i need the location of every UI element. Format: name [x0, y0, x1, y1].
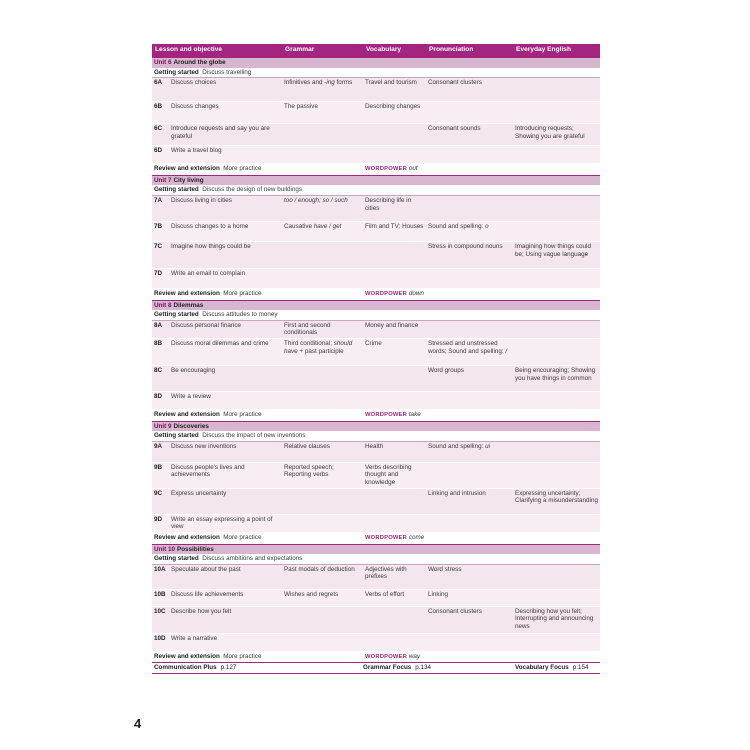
communication-page: p.127	[220, 664, 237, 672]
getting-started-row	[152, 554, 600, 564]
unit-header-row	[152, 58, 600, 68]
unit-label: Unit 9	[154, 422, 172, 430]
grammar-focus-page: p.134	[415, 664, 432, 672]
grammar-cell	[282, 365, 363, 391]
pronunciation-cell: Consonant sounds	[426, 124, 513, 146]
vocabulary-cell: Health	[363, 441, 426, 462]
lesson-row	[152, 146, 600, 164]
lesson-cell	[152, 78, 282, 102]
contents-table	[152, 44, 600, 674]
communication-label: Communication Plus	[154, 664, 217, 672]
pronunciation-cell	[426, 391, 513, 409]
lesson-objective: Discuss living in cities	[171, 196, 232, 204]
lesson-objective: Write a narrative	[171, 634, 218, 642]
lesson-code: 8C	[154, 366, 163, 374]
vocabulary-cell: Adjectives with prefixes	[363, 564, 426, 589]
pronunciation-cell: Word stress	[426, 564, 513, 589]
getting-started-label: Getting started	[154, 432, 199, 440]
unit-header-row	[152, 421, 600, 431]
everyday-english-cell	[513, 391, 600, 409]
lesson-cell	[152, 320, 282, 338]
everyday-english-cell	[513, 462, 600, 488]
getting-started-cell	[152, 185, 600, 195]
lesson-objective: Write a travel blog	[171, 147, 222, 155]
lesson-row	[152, 268, 600, 288]
grammar-focus-label: Grammar Focus	[363, 664, 412, 672]
grammar-cell: Wishes and regrets	[282, 589, 363, 606]
header-everyday-english: Everyday English	[513, 44, 600, 58]
lesson-code: 8D	[154, 392, 163, 400]
everyday-english-cell	[513, 221, 600, 241]
unit-header-cell	[152, 544, 600, 554]
pronunciation-cell: Stressed and unstressed words; Sound and spelling: /	[426, 338, 513, 365]
wordpower-label: WORDPOWER	[365, 411, 408, 418]
lesson-objective: Introduce requests and say you are grateful	[171, 125, 270, 140]
unit-label: Unit 8	[154, 301, 172, 309]
unit-label: Unit 7	[154, 176, 172, 184]
review-more-practice: More practice	[223, 289, 262, 297]
pronunciation-cell	[426, 633, 513, 651]
getting-started-cell	[152, 310, 600, 320]
vocabulary-cell: Verbs of effort	[363, 589, 426, 606]
review-more-practice: More practice	[223, 533, 262, 541]
vocabulary-cell: Money and finance	[363, 320, 426, 338]
everyday-english-cell	[513, 338, 600, 365]
getting-started-text: Discuss ambitions and expectations	[202, 555, 303, 563]
lesson-objective: Discuss changes	[171, 103, 219, 111]
wordpower-cell	[363, 651, 600, 663]
pronunciation-cell	[426, 514, 513, 532]
everyday-english-cell	[513, 195, 600, 221]
lesson-objective: Express uncertainty	[171, 489, 227, 497]
everyday-english-cell: Introducing requests; Showing you are grateful	[513, 124, 600, 146]
pronunciation-cell: Linking and intrusion	[426, 488, 513, 514]
lesson-objective: Imagine how things could be	[171, 242, 251, 250]
lesson-cell	[152, 146, 282, 164]
lesson-code: 8B	[154, 339, 163, 347]
vocabulary-cell	[363, 514, 426, 532]
unit-label: Unit 6	[154, 59, 172, 66]
getting-started-label: Getting started	[154, 186, 199, 194]
grammar-cell: Causative have / get	[282, 221, 363, 241]
wordpower-word: out	[408, 165, 418, 173]
grammar-cell	[282, 514, 363, 532]
pronunciation-cell	[426, 195, 513, 221]
pronunciation-cell: Sound and spelling: o	[426, 221, 513, 241]
grammar-cell	[282, 488, 363, 514]
vocabulary-cell	[363, 124, 426, 146]
lesson-code: 6C	[154, 125, 163, 133]
pronunciation-cell: Word groups	[426, 365, 513, 391]
wordpower-label: WORDPOWER	[365, 653, 408, 660]
unit-header-cell	[152, 175, 600, 185]
review-row	[152, 288, 600, 300]
getting-started-row	[152, 185, 600, 195]
unit-header-row	[152, 544, 600, 554]
vocabulary-cell: Travel and tourism	[363, 78, 426, 102]
everyday-english-cell	[513, 78, 600, 102]
lesson-row	[152, 514, 600, 532]
review-row	[152, 409, 600, 421]
pronunciation-cell: Consonant clusters	[426, 78, 513, 102]
vocabulary-cell	[363, 606, 426, 633]
lesson-row	[152, 221, 600, 241]
lesson-cell	[152, 441, 282, 462]
review-cell	[152, 164, 363, 176]
grammar-cell	[282, 268, 363, 288]
wordpower-word: come	[408, 533, 425, 541]
lesson-row	[152, 441, 600, 462]
pronunciation-cell	[426, 268, 513, 288]
pronunciation-cell	[426, 146, 513, 164]
wordpower-cell	[363, 532, 600, 544]
lesson-row	[152, 124, 600, 146]
vocabulary-cell	[363, 241, 426, 268]
everyday-english-cell	[513, 564, 600, 589]
unit-header-cell	[152, 421, 600, 431]
lesson-objective: Discuss life achievements	[171, 590, 244, 598]
everyday-english-cell: Being encouraging; Showing you have things in common	[513, 365, 600, 391]
everyday-english-cell	[513, 268, 600, 288]
grammar-cell: Infinitives and -ing forms	[282, 78, 363, 102]
lesson-objective: Discuss changes to a home	[171, 222, 249, 230]
vocabulary-focus-page: p.154	[572, 664, 589, 672]
lesson-code: 9A	[154, 442, 163, 450]
everyday-english-cell: Describing how you felt; Interrupting and announcing news	[513, 606, 600, 633]
lesson-objective: Be encouraging	[171, 366, 216, 374]
getting-started-label: Getting started	[154, 68, 199, 76]
lesson-objective: Speculate about the past	[171, 565, 241, 573]
grammar-cell: First and second conditionals	[282, 320, 363, 338]
review-row	[152, 532, 600, 544]
lesson-row	[152, 102, 600, 124]
grammar-cell	[282, 146, 363, 164]
unit-header-row	[152, 175, 600, 185]
getting-started-label: Getting started	[154, 311, 199, 319]
lesson-row	[152, 391, 600, 409]
header-lesson: Lesson and objective	[152, 44, 282, 58]
wordpower-cell	[363, 409, 600, 421]
lesson-cell	[152, 195, 282, 221]
review-row	[152, 164, 600, 176]
header-vocabulary: Vocabulary	[363, 44, 426, 58]
lesson-cell	[152, 268, 282, 288]
table-header-row	[152, 44, 600, 58]
review-more-practice: More practice	[223, 165, 262, 173]
getting-started-row	[152, 431, 600, 441]
lesson-cell	[152, 589, 282, 606]
grammar-cell	[282, 606, 363, 633]
lesson-row	[152, 195, 600, 221]
lesson-row	[152, 241, 600, 268]
getting-started-cell	[152, 554, 600, 564]
review-cell	[152, 288, 363, 300]
pronunciation-cell	[426, 102, 513, 124]
grammar-cell	[282, 633, 363, 651]
vocabulary-cell: Describing changes	[363, 102, 426, 124]
grammar-cell	[282, 124, 363, 146]
lesson-row	[152, 606, 600, 633]
lesson-objective: Write an essay expressing a point of view	[171, 515, 273, 531]
lesson-cell	[152, 365, 282, 391]
table-body	[152, 58, 600, 663]
vocabulary-cell	[363, 633, 426, 651]
lesson-code: 10B	[154, 590, 166, 598]
lesson-code: 9B	[154, 463, 163, 471]
lesson-objective: Write an email to complain	[171, 269, 246, 277]
unit-title: City living	[173, 176, 204, 184]
review-label: Review and extension	[154, 165, 220, 173]
contents-table-container	[152, 44, 600, 674]
lesson-row	[152, 338, 600, 365]
lesson-code: 8A	[154, 321, 163, 329]
vocabulary-cell	[363, 365, 426, 391]
lesson-code: 6B	[154, 103, 163, 111]
vocabulary-cell	[363, 146, 426, 164]
getting-started-text: Discuss the impact of new inventions	[202, 432, 306, 440]
review-label: Review and extension	[154, 289, 220, 297]
getting-started-text: Discuss the design of new buildings	[202, 186, 303, 194]
lesson-code: 10A	[154, 565, 166, 573]
vocabulary-cell: Verbs describing thought and knowledge	[363, 462, 426, 488]
lesson-cell	[152, 514, 282, 532]
vocabulary-cell	[363, 391, 426, 409]
unit-label: Unit 10	[154, 545, 175, 553]
pronunciation-cell: Sound and spelling: ui	[426, 441, 513, 462]
unit-title: Dilemmas	[173, 301, 204, 309]
unit-title: Possibilities	[177, 545, 214, 553]
grammar-cell: The passive	[282, 102, 363, 124]
footer-row	[152, 663, 600, 674]
review-more-practice: More practice	[223, 652, 262, 660]
lesson-objective: Discuss moral dilemmas and crime	[171, 339, 269, 347]
everyday-english-cell	[513, 633, 600, 651]
grammar-cell	[282, 391, 363, 409]
wordpower-label: WORDPOWER	[365, 534, 408, 541]
lesson-row	[152, 488, 600, 514]
wordpower-cell	[363, 288, 600, 300]
getting-started-row	[152, 310, 600, 320]
everyday-english-cell	[513, 320, 600, 338]
lesson-cell	[152, 338, 282, 365]
grammar-cell: Reported speech; Reporting verbs	[282, 462, 363, 488]
lesson-row	[152, 589, 600, 606]
lesson-code: 9D	[154, 515, 163, 523]
everyday-english-cell: Expressing uncertainty; Clarifying a misunderstanding	[513, 488, 600, 514]
wordpower-cell	[363, 164, 600, 176]
vocabulary-cell	[363, 268, 426, 288]
lesson-cell	[152, 633, 282, 651]
pronunciation-cell: Consonant clusters	[426, 606, 513, 633]
vocabulary-cell	[363, 488, 426, 514]
everyday-english-cell	[513, 441, 600, 462]
wordpower-word: way	[408, 652, 421, 660]
lesson-row	[152, 462, 600, 488]
lesson-row	[152, 78, 600, 102]
everyday-english-cell	[513, 514, 600, 532]
getting-started-cell	[152, 431, 600, 441]
lesson-code: 7D	[154, 269, 163, 277]
getting-started-row	[152, 68, 600, 78]
unit-header-cell	[152, 58, 600, 68]
lesson-cell	[152, 221, 282, 241]
footer-vocabulary	[513, 663, 600, 674]
review-cell	[152, 532, 363, 544]
lesson-objective: Discuss people's lives and achievements	[171, 463, 245, 479]
vocabulary-focus-label: Vocabulary Focus	[515, 664, 569, 672]
grammar-cell: too / enough; so / such	[282, 195, 363, 221]
getting-started-label: Getting started	[154, 555, 199, 563]
unit-header-cell	[152, 300, 600, 310]
wordpower-label: WORDPOWER	[365, 166, 408, 173]
lesson-row	[152, 365, 600, 391]
pronunciation-cell: Stress in compound nouns	[426, 241, 513, 268]
lesson-code: 10D	[154, 634, 166, 642]
footer-communication	[152, 663, 363, 674]
lesson-cell	[152, 102, 282, 124]
pronunciation-cell: Linking	[426, 589, 513, 606]
header-grammar: Grammar	[282, 44, 363, 58]
lesson-objective: Discuss new inventions	[171, 442, 237, 450]
review-label: Review and extension	[154, 652, 220, 660]
lesson-code: 7B	[154, 222, 163, 230]
grammar-cell	[282, 241, 363, 268]
everyday-english-cell: Imagining how things could be; Using vague language	[513, 241, 600, 268]
review-label: Review and extension	[154, 410, 220, 418]
wordpower-label: WORDPOWER	[365, 290, 408, 297]
unit-title: Around the globe	[173, 59, 226, 66]
lesson-cell	[152, 488, 282, 514]
lesson-code: 9C	[154, 489, 163, 497]
footer-grammar	[363, 663, 513, 674]
header-pronunciation: Pronunciation	[426, 44, 513, 58]
pronunciation-cell	[426, 320, 513, 338]
review-cell	[152, 651, 363, 663]
everyday-english-cell	[513, 589, 600, 606]
unit-title: Discoveries	[173, 422, 209, 430]
unit-header-row	[152, 300, 600, 310]
lesson-cell	[152, 564, 282, 589]
getting-started-text: Discuss attitudes to money	[202, 311, 278, 319]
everyday-english-cell	[513, 102, 600, 124]
lesson-objective: Describe how you felt	[171, 607, 232, 615]
lesson-objective: Write a review	[171, 392, 211, 400]
wordpower-word: take	[408, 410, 421, 418]
lesson-cell	[152, 391, 282, 409]
everyday-english-cell	[513, 146, 600, 164]
vocabulary-cell: Film and TV; Houses	[363, 221, 426, 241]
lesson-objective: Discuss choices	[171, 79, 217, 87]
grammar-cell: Past modals of deduction	[282, 564, 363, 589]
lesson-cell	[152, 241, 282, 268]
lesson-code: 7A	[154, 196, 163, 204]
vocabulary-cell: Describing life in cities	[363, 195, 426, 221]
review-row	[152, 651, 600, 663]
review-cell	[152, 409, 363, 421]
review-label: Review and extension	[154, 533, 220, 541]
lesson-objective: Discuss personal finance	[171, 321, 242, 329]
lesson-code: 6D	[154, 147, 163, 155]
lesson-row	[152, 564, 600, 589]
wordpower-word: down	[408, 289, 424, 297]
lesson-row	[152, 320, 600, 338]
lesson-cell	[152, 606, 282, 633]
lesson-cell	[152, 124, 282, 146]
lesson-code: 6A	[154, 79, 163, 87]
lesson-row	[152, 633, 600, 651]
getting-started-cell	[152, 68, 600, 78]
lesson-cell	[152, 462, 282, 488]
lesson-code: 7C	[154, 242, 163, 250]
review-more-practice: More practice	[223, 410, 262, 418]
page-number: 4	[134, 716, 142, 731]
pronunciation-cell	[426, 462, 513, 488]
vocabulary-cell: Crime	[363, 338, 426, 365]
lesson-code: 10C	[154, 607, 166, 615]
grammar-cell: Relative clauses	[282, 441, 363, 462]
getting-started-text: Discuss travelling	[202, 68, 252, 76]
grammar-cell: Third conditional; should have + past participle	[282, 338, 363, 365]
